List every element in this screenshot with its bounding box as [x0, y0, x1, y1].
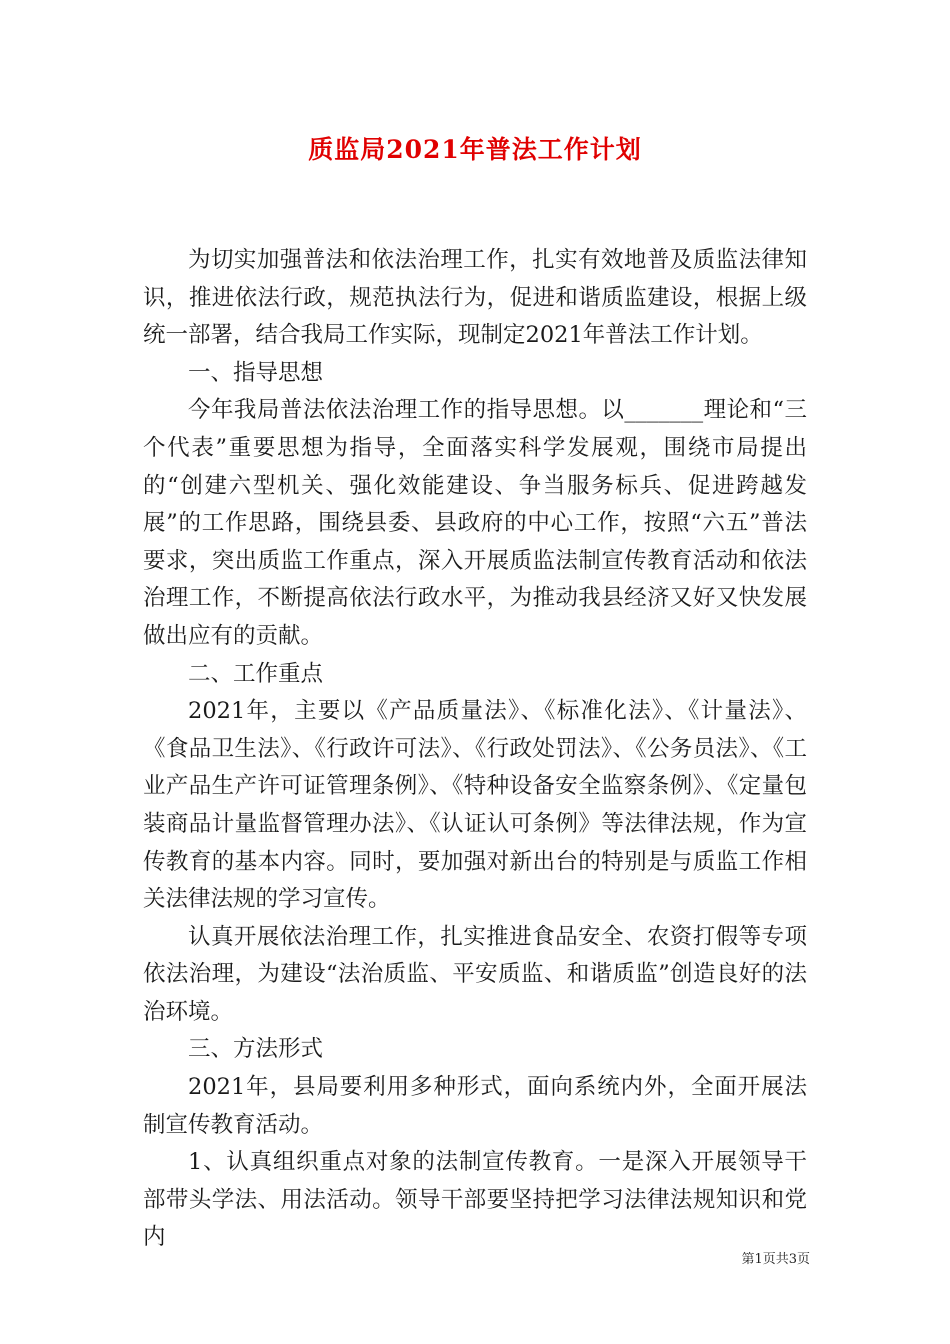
- document-body: [143, 242, 807, 1257]
- paragraph-work-focus: 2021年，主要以《产品质量法》、《标准化法》、《计量法》、《食品卫生法》、《行政许可法》、《行政处罚法》、《公务员法》、《工业产品生产许可证管理条例》、《特种设备安全监察条例》、《定量包装商品计量监督管理办法》、《认证认可条例》等法律法规，作为宣传教育的基本内容。同时，要加强对新出台的特别是与质监工作相关法律法规的学习宣传。: [143, 698, 807, 913]
- paragraph-key-targets: 1、认真组织重点对象的法制宣传教育。一是深入开展领导干部带头学法、用法活动。领导干部要坚持把学习法律法规知识和党内: [143, 1149, 807, 1251]
- section-heading-guiding-ideology: 一、指导思想: [188, 359, 324, 386]
- paragraph-intro: 为切实加强普法和依法治理工作，扎实有效地普及质监法律知识，推进依法行政，规范执法行为，促进和谐质监建设，根据上级统一部署，结合我局工作实际，现制定2021年普法工作计划。: [143, 247, 807, 349]
- paragraph-governance: 认真开展依法治理工作，扎实推进食品安全、农资打假等专项依法治理，为建设“法治质监、平安质监、和谐质监”创造良好的法治环境。: [143, 923, 807, 1025]
- document-title: 质监局2021年普法工作计划: [308, 135, 642, 164]
- section-heading-work-focus: 二、工作重点: [188, 660, 324, 687]
- section-heading-methods: 三、方法形式: [188, 1036, 324, 1063]
- page-indicator: 第1页共3页: [741, 1252, 810, 1267]
- paragraph-methods: 2021年，县局要利用多种形式，面向系统内外，全面开展法制宣传教育活动。: [143, 1074, 807, 1138]
- paragraph-guiding-ideology: 今年我局普法依法治理工作的指导思想。以_______理论和“三个代表”重要思想为指导，全面落实科学发展观，围绕市局提出的“创建六型机关、强化效能建设、争当服务标兵、促进跨越发展”的工作思路，围绕县委、县政府的中心工作，按照“六五”普法要求，突出质监工作重点，深入开展质监法制宣传教育活动和依法治理工作，不断提高依法行政水平，为推动我县经济又好又快发展做出应有的贡献。: [143, 397, 807, 649]
